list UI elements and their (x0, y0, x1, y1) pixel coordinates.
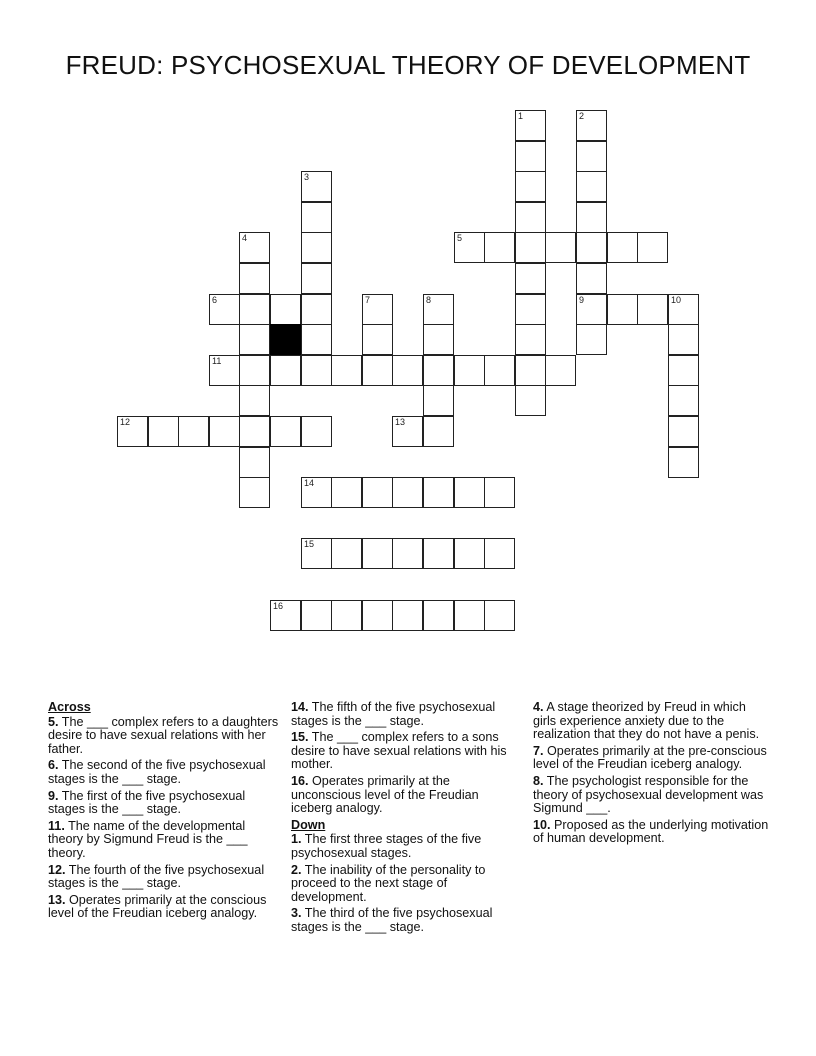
grid-cell[interactable] (392, 538, 423, 569)
clue-number: 3 (304, 172, 310, 182)
clues-column-1 (48, 701, 283, 924)
grid-cell[interactable] (515, 263, 546, 294)
grid-cell[interactable] (209, 355, 240, 386)
grid-cell[interactable] (270, 600, 301, 631)
grid-cell[interactable] (239, 294, 270, 325)
grid-cell[interactable] (239, 447, 270, 478)
grid-cell[interactable] (392, 477, 423, 508)
grid-cell[interactable] (484, 232, 515, 263)
grid-cell[interactable] (301, 416, 332, 447)
grid-cell[interactable] (392, 355, 423, 386)
grid-cell[interactable] (362, 324, 393, 355)
clue-down-8[interactable]: 8. The psychologist responsible for the theory of psychosexual development was Sigmund ___. (533, 773, 764, 816)
grid-cell[interactable] (515, 324, 546, 355)
clue-across-12[interactable]: 12. The fourth of the five psychosexual stages is the ___ stage. (48, 862, 265, 891)
down-header: Down (291, 817, 326, 832)
grid-cell[interactable] (117, 416, 148, 447)
grid-cell[interactable] (239, 232, 270, 263)
clue-across-14[interactable]: 14. The fifth of the five psychosexual stages is the ___ stage. (291, 700, 496, 728)
grid-cell[interactable] (362, 355, 393, 386)
clues-column-3 (533, 701, 769, 849)
grid-cell[interactable] (576, 141, 607, 172)
clue-number: 2 (579, 111, 585, 121)
grid-cell[interactable] (454, 355, 485, 386)
grid-cell[interactable] (301, 202, 332, 233)
clue-down-10[interactable]: 10. Proposed as the underlying motivation of human development. (533, 817, 769, 846)
grid-cell[interactable] (515, 294, 546, 325)
clue-across-11[interactable]: 11. The name of the developmental theory by Sigmund Freud is the ___ theory. (48, 818, 248, 860)
clue-number: 11 (212, 356, 222, 366)
grid-cell[interactable] (209, 294, 240, 325)
grid-cell[interactable] (301, 294, 332, 325)
clue-across-9[interactable]: 9. The first of the five psychosexual stages is the ___ stage. (48, 788, 246, 817)
grid-cell[interactable] (301, 324, 332, 355)
grid-cell[interactable] (331, 355, 362, 386)
grid-cell[interactable] (392, 416, 423, 447)
clue-number: 15 (304, 539, 315, 549)
grid-cell[interactable] (148, 416, 179, 447)
clue-down-7[interactable]: 7. Operates primarily at the pre-conscious level of the Freudian iceberg analogy. (533, 743, 767, 772)
grid-cell[interactable] (301, 232, 332, 263)
clue-across-13[interactable]: 13. Operates primarily at the conscious level of the Freudian iceberg analogy. (48, 892, 267, 921)
grid-cell[interactable] (301, 600, 332, 631)
clue-number: 4 (242, 233, 248, 243)
clues-column-2 (291, 701, 523, 938)
grid-cell[interactable] (362, 538, 393, 569)
grid-cell[interactable] (301, 477, 332, 508)
clue-across-16[interactable]: 16. Operates primarily at the unconscious level of the Freudian iceberg analogy. (291, 773, 479, 816)
clue-number: 1 (518, 111, 524, 121)
grid-cell[interactable] (331, 477, 362, 508)
grid-cell[interactable] (301, 171, 332, 202)
clue-across-5[interactable]: 5. The ___ complex refers to a daughters desire to have sexual relations with her father. (48, 714, 279, 756)
grid-cell[interactable] (423, 600, 454, 631)
grid-cell[interactable] (423, 477, 454, 508)
grid-cell[interactable] (239, 385, 270, 416)
grid-cell[interactable] (301, 538, 332, 569)
black-square (270, 324, 301, 355)
clue-down-2[interactable]: 2. The inability of the personality to proceed to the next stage of development. (291, 862, 486, 904)
grid-cell[interactable] (515, 110, 546, 141)
grid-cell[interactable] (423, 385, 454, 416)
grid-cell[interactable] (668, 447, 699, 478)
grid-cell[interactable] (209, 416, 240, 447)
grid-cell[interactable] (331, 600, 362, 631)
grid-cell[interactable] (576, 324, 607, 355)
clue-down-1[interactable]: 1. The first three stages of the five psychosexual stages. (291, 832, 482, 860)
grid-cell[interactable] (484, 477, 515, 508)
grid-cell[interactable] (362, 600, 393, 631)
grid-cell[interactable] (423, 324, 454, 355)
grid-cell[interactable] (668, 385, 699, 416)
grid-cell[interactable] (576, 232, 607, 263)
grid-cell[interactable] (515, 171, 546, 202)
grid-cell[interactable] (515, 232, 546, 263)
grid-cell[interactable] (545, 355, 576, 386)
grid-cell[interactable] (362, 477, 393, 508)
grid-cell[interactable] (668, 355, 699, 386)
grid-cell[interactable] (239, 263, 270, 294)
grid-cell[interactable] (454, 477, 485, 508)
grid-cell[interactable] (454, 232, 485, 263)
clue-number: 9 (579, 295, 585, 305)
clue-number: 6 (212, 295, 218, 305)
grid-cell[interactable] (239, 416, 270, 447)
across-header: Across (48, 700, 91, 714)
grid-cell[interactable] (515, 355, 546, 386)
grid-cell[interactable] (423, 355, 454, 386)
grid-cell[interactable] (515, 385, 546, 416)
grid-cell[interactable] (301, 263, 332, 294)
grid-cell[interactable] (270, 355, 301, 386)
clue-number: 13 (395, 417, 406, 427)
grid-cell[interactable] (301, 355, 332, 386)
grid-cell[interactable] (515, 141, 546, 172)
grid-cell[interactable] (576, 263, 607, 294)
page-title: FREUD: PSYCHOSEXUAL THEORY OF DEVELOPMENT (65, 50, 751, 80)
grid-cell[interactable] (331, 538, 362, 569)
grid-cell[interactable] (423, 416, 454, 447)
grid-cell[interactable] (484, 538, 515, 569)
clue-number: 8 (426, 295, 432, 305)
grid-cell[interactable] (607, 294, 638, 325)
grid-cell[interactable] (362, 294, 393, 325)
clue-across-15[interactable]: 15. The ___ complex refers to a sons desire to have sexual relations with his mother. (291, 730, 507, 772)
grid-cell[interactable] (668, 294, 699, 325)
clue-number: 12 (120, 417, 131, 427)
grid-cell[interactable] (668, 324, 699, 355)
grid-cell[interactable] (423, 538, 454, 569)
grid-cell[interactable] (515, 202, 546, 233)
grid-cell[interactable] (576, 294, 607, 325)
grid-cell[interactable] (576, 110, 607, 141)
clue-down-4[interactable]: 4. A stage theorized by Freud in which girls experience anxiety due to the realization that they do not have a penis. (533, 700, 760, 742)
grid-cell[interactable] (607, 232, 638, 263)
grid-cell[interactable] (668, 416, 699, 447)
grid-cell[interactable] (484, 355, 515, 386)
grid-cell[interactable] (178, 416, 209, 447)
clue-number: 7 (365, 295, 371, 305)
grid-cell[interactable] (423, 294, 454, 325)
grid-cell[interactable] (484, 600, 515, 631)
grid-cell[interactable] (454, 538, 485, 569)
grid-cell[interactable] (239, 324, 270, 355)
clue-across-6[interactable]: 6. The second of the five psychosexual stages is the ___ stage. (48, 758, 266, 786)
grid-cell[interactable] (454, 600, 485, 631)
grid-cell[interactable] (637, 232, 668, 263)
clue-down-3[interactable]: 3. The third of the five psychosexual stages is the ___ stage. (291, 906, 493, 934)
grid-cell[interactable] (270, 294, 301, 325)
grid-cell[interactable] (239, 477, 270, 508)
grid-cell[interactable] (576, 171, 607, 202)
grid-cell[interactable] (637, 294, 668, 325)
grid-cell[interactable] (576, 202, 607, 233)
clue-number: 16 (273, 601, 284, 611)
grid-cell[interactable] (545, 232, 576, 263)
clue-number: 14 (304, 478, 315, 488)
grid-cell[interactable] (239, 355, 270, 386)
grid-cell[interactable] (270, 416, 301, 447)
grid-cell[interactable] (392, 600, 423, 631)
clue-number: 10 (671, 295, 682, 305)
clue-number: 5 (457, 233, 463, 243)
